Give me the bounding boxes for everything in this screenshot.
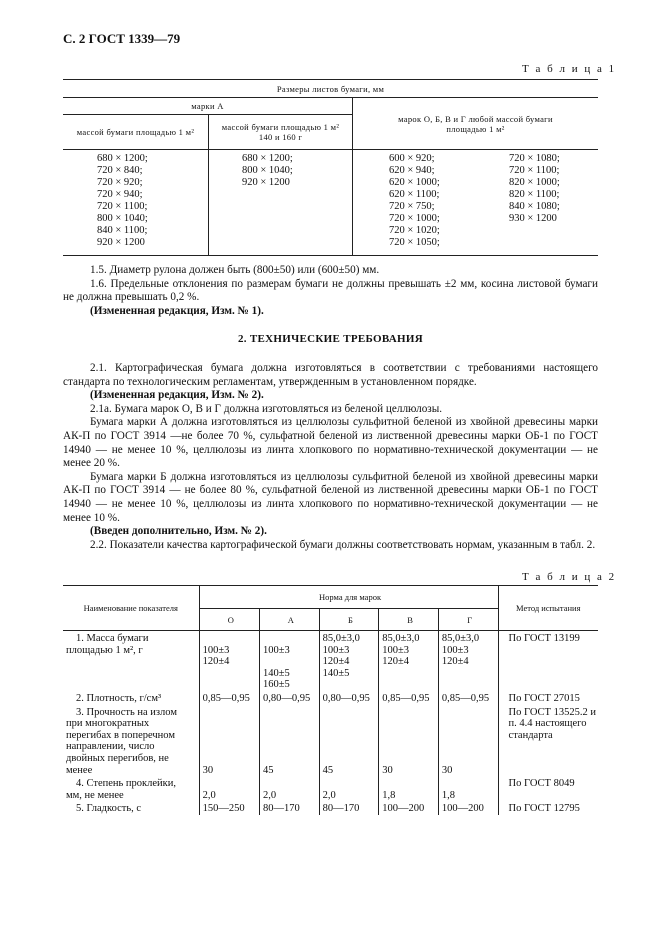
table-quality-indicators <box>63 585 598 815</box>
table-cell-mark-b <box>319 705 379 777</box>
list-item: 800 × 1040; <box>97 213 148 224</box>
table-row <box>63 776 598 801</box>
cell-value: 100±3 <box>382 644 410 656</box>
cell-value: 2,0 <box>202 789 216 801</box>
cell-value: 30 <box>382 764 393 776</box>
cell-value: 100±3 <box>322 644 350 656</box>
table-cell-mark-a <box>259 801 319 815</box>
table-cell-mark-v <box>379 691 439 705</box>
cell-value: 2,0 <box>262 789 277 801</box>
cell-value: 30 <box>202 764 214 776</box>
list-item: 620 × 1000; <box>389 177 440 188</box>
table-cell-mark-b <box>319 801 379 815</box>
table1-col3-header: марок О, Б, В и Г любой массой бумаги площадью 1 м² <box>353 98 599 150</box>
table2-header-mark-a: А <box>259 609 319 631</box>
cell-value: 30 <box>441 764 453 776</box>
cell-value: 0,85—0,95 <box>382 692 430 704</box>
list-item: 680 × 1200; <box>242 153 293 164</box>
list-item: 720 × 1050; <box>389 237 440 248</box>
table2-caption: Т а б л и ц а 2 <box>522 571 617 583</box>
table-cell-method: По ГОСТ 13199 <box>498 631 598 691</box>
table1-mark-a-header: марки А <box>63 98 353 115</box>
cell-value: 120±4 <box>382 656 410 668</box>
cell-value: 140±5 <box>322 667 350 679</box>
list-item: 620 × 1100; <box>389 189 440 200</box>
table-cell-mark-g <box>438 631 498 691</box>
cell-value: 80—170 <box>322 803 360 815</box>
table2-header-name: Наименование показателя <box>63 586 199 631</box>
cell-value: 85,0±3,0 <box>322 633 360 644</box>
cell-value: 45 <box>262 764 274 776</box>
cell-value: 120±4 <box>202 656 230 668</box>
paragraph: 1.5. Диаметр рулона должен быть (800±50) или (600±50) мм. <box>90 264 380 276</box>
list-item: 920 × 1200 <box>97 237 145 248</box>
table-cell-mark-o <box>199 776 259 801</box>
list-item: 820 × 1100; <box>509 189 560 200</box>
table-cell-method: По ГОСТ 8049 <box>498 776 598 801</box>
table-cell-name: 1. Масса бумаги площадью 1 м², г <box>66 633 149 656</box>
table-cell-mark-b <box>319 776 379 801</box>
list-item: 720 × 940; <box>97 189 143 200</box>
paragraph: Бумага марки Б должна изготовляться из целлюлозы сульфитной беленой из хвойной древесины марки АК-П по ГОСТ 3914 — не более 80 %, сульфатной беленой из лиственной древесины марки ОБ-1 по ГОСТ 14940 — не менее 10 %, целлюлозы из линта хлопкового по нормативно-технической документации — не менее 10 %. <box>63 470 598 524</box>
table-cell-mark-v <box>379 801 439 815</box>
table-cell-name: 2. Плотность, г/см³ <box>76 692 162 704</box>
table-row <box>63 631 598 691</box>
cell-value: 100—200 <box>382 803 425 815</box>
cell-value <box>203 633 259 645</box>
cell-value: 1,8 <box>382 789 396 801</box>
list-item: 800 × 1040; <box>242 165 293 176</box>
table1-col1 <box>63 150 209 256</box>
list-item: 620 × 940; <box>389 165 435 176</box>
cell-value: 120±4 <box>441 656 469 668</box>
cell-value: 100±3 <box>441 644 469 656</box>
cell-value: 120±4 <box>322 656 350 668</box>
table2-header-mark-o: О <box>199 609 259 631</box>
table-cell-name: 5. Гладкость, с <box>76 803 142 815</box>
table-cell-mark-a <box>259 776 319 801</box>
table2-header-mark-g: Г <box>438 609 498 631</box>
table-cell-mark-v <box>379 631 439 691</box>
table1-col1-header: массой бумаги площадью 1 м² <box>63 115 209 150</box>
table-cell-mark-a <box>259 691 319 705</box>
paragraph: 1.6. Предельные отклонения по размерам бумаги не должны превышать ±2 мм, косина листовой бумаги не должна превышать 0,2 %. <box>63 277 598 304</box>
cell-value: 140±5 <box>262 667 290 679</box>
table2-header-norm: Норма для марок <box>199 586 498 609</box>
table-cell-mark-o <box>199 691 259 705</box>
cell-value: 160±5 <box>262 679 290 691</box>
list-item: 720 × 1080; <box>509 153 560 164</box>
table-row <box>63 801 598 815</box>
table-cell-mark-o <box>199 631 259 691</box>
table2-header-mark-v: В <box>379 609 439 631</box>
table2-header-method: Метод испытания <box>498 586 598 631</box>
table1-col3a <box>353 150 510 256</box>
cell-value: 0,85—0,95 <box>441 692 490 704</box>
paragraph-block-2 <box>63 362 598 552</box>
section-title: 2. ТЕХНИЧЕСКИЕ ТРЕБОВАНИЯ <box>238 333 423 345</box>
list-item: 820 × 1000; <box>509 177 560 188</box>
table-cell-mark-b <box>319 631 379 691</box>
table-cell-mark-v <box>379 776 439 801</box>
list-item: 720 × 750; <box>389 201 435 212</box>
table-cell-mark-v <box>379 705 439 777</box>
cell-value: 85,0±3,0 <box>382 633 420 644</box>
table1-col3b <box>509 150 598 256</box>
table-cell-mark-a <box>259 631 319 691</box>
cell-value: 0,80—0,95 <box>322 692 370 704</box>
table2-header-mark-b: Б <box>319 609 379 631</box>
table-paper-sizes <box>63 79 598 256</box>
cell-value: 1,8 <box>441 789 456 801</box>
table-cell-mark-g <box>438 776 498 801</box>
list-item: 840 × 1080; <box>509 201 560 212</box>
list-item: 720 × 1100; <box>509 165 560 176</box>
list-item: 680 × 1200; <box>97 153 148 164</box>
list-item: 840 × 1100; <box>97 225 148 236</box>
amendment-note: (Измененная редакция, Изм. № 2). <box>90 389 264 402</box>
cell-value: 80—170 <box>262 803 300 815</box>
table-cell-method: По ГОСТ 12795 <box>498 801 598 815</box>
cell-value <box>263 656 319 668</box>
table1-caption: Т а б л и ц а 1 <box>522 63 617 75</box>
list-item: 920 × 1200 <box>242 177 290 188</box>
paragraph: Бумага марки А должна изготовляться из целлюлозы сульфитной беленой из хвойной древесины марки АК-П по ГОСТ 3914 —не более 70 %, сульфатной беленой из лиственной древесины марки ОБ-1 по ГОСТ 14940 — не менее 10 %, целлюлозы из линта хлопкового по нормативно-технической документации — не менее 20 %. <box>63 416 598 470</box>
table1-title: Размеры листов бумаги, мм <box>63 80 598 98</box>
cell-value: 150—250 <box>202 803 245 815</box>
table-row <box>63 705 598 777</box>
table1-col2 <box>209 150 353 256</box>
table-cell-method: По ГОСТ 13525.2 и п. 4.4 настоящего стандарта <box>498 705 598 777</box>
cell-value: 0,85—0,95 <box>202 692 250 704</box>
paragraph: 2.1. Картографическая бумага должна изготовляться в соответствии с требованиями настоящего стандарта по технологическим регламентам, утвержденным в установленном порядке. <box>63 362 598 388</box>
paragraph: 2.2. Показатели качества картографической бумаги должны соответствовать нормам, указанным в табл. 2. <box>90 538 596 551</box>
table-cell-name: 3. Прочность на излом при многократных перегибах в поперечном направлении, число двойных перегибов, не менее <box>66 706 177 776</box>
paragraph: 2.1а. Бумага марок О, В и Г должна изготовляться из беленой целлюлозы. <box>90 402 443 415</box>
list-item: 720 × 1000; <box>389 213 440 224</box>
cell-value: 100±3 <box>262 644 290 656</box>
cell-value: 0,80—0,95 <box>262 692 311 704</box>
cell-value: 100—200 <box>441 803 484 815</box>
amendment-note: (Введен дополнительно, Изм. № 2). <box>90 525 267 538</box>
page-header: С. 2 ГОСТ 1339—79 <box>63 31 181 46</box>
table-cell-mark-o <box>199 801 259 815</box>
table-row <box>63 691 598 705</box>
amendment-note: (Измененная редакция, Изм. № 1). <box>90 304 264 317</box>
cell-value: 100±3 <box>202 644 230 656</box>
cell-value <box>263 633 319 645</box>
list-item: 720 × 840; <box>97 165 143 176</box>
list-item: 930 × 1200 <box>509 213 557 224</box>
table1-col2-header: массой бумаги площадью 1 м² 140 и 160 г <box>209 115 353 150</box>
list-item: 600 × 920; <box>389 153 435 164</box>
cell-value: 85,0±3,0 <box>441 633 480 644</box>
table-cell-method: По ГОСТ 27015 <box>498 691 598 705</box>
list-item: 720 × 920; <box>97 177 143 188</box>
list-item: 720 × 1020; <box>389 225 440 236</box>
table-cell-mark-g <box>438 691 498 705</box>
table-cell-mark-g <box>438 801 498 815</box>
cell-value: 45 <box>322 764 334 776</box>
paragraph-block-1 <box>63 264 598 318</box>
cell-value: 2,0 <box>322 789 336 801</box>
table-cell-mark-b <box>319 691 379 705</box>
table-cell-name: 4. Степень проклейки, мм, не менее <box>66 778 177 801</box>
table-cell-mark-o <box>199 705 259 777</box>
list-item: 720 × 1100; <box>97 201 148 212</box>
table-cell-mark-g <box>438 705 498 777</box>
table-cell-mark-a <box>259 705 319 777</box>
